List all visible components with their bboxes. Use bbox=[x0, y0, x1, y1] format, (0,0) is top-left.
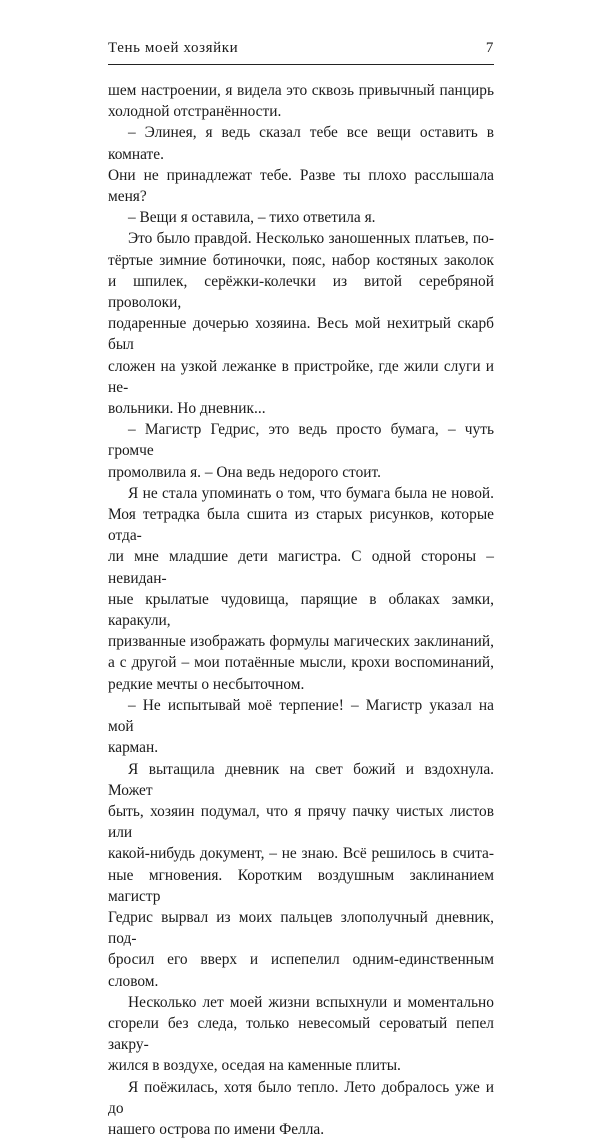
text-line: промолвила я. – Она ведь недорого стоит. bbox=[108, 463, 381, 481]
text-line: Гедрис вырвал из моих пальцев злополучный дневник, под- bbox=[108, 908, 494, 948]
text-line: Моя тетрадка была сшита из старых рисунков, которые отда- bbox=[108, 506, 494, 545]
text-line: – Элинея, я ведь сказал тебе все вещи оставить в комнате. bbox=[108, 124, 494, 163]
text-line: быть, хозяин подумал, что я прячу пачку чистых листов или bbox=[108, 802, 494, 842]
book-title: Тень моей хозяйки bbox=[108, 40, 239, 56]
text-line: Я вытащила дневник на свет божий и вздохнула. Может bbox=[108, 760, 494, 799]
header-rule bbox=[108, 64, 494, 65]
text-line: бросил его вверх и испепелил одним-единственным словом. bbox=[108, 951, 494, 990]
text-line: – Вещи я оставила, – тихо ответила я. bbox=[128, 209, 376, 227]
text-line: Несколько лет моей жизни вспыхнули и моментально bbox=[128, 993, 494, 1011]
text-line: подаренные дочерью хозяина. Весь мой нехитрый скарб был bbox=[108, 315, 494, 354]
text-line: призванные изображать формулы магических заклинаний, bbox=[108, 633, 494, 651]
body-text bbox=[108, 80, 494, 1140]
text-line: сложен на узкой лежанке в пристройке, где жили слуги и не- bbox=[108, 357, 494, 396]
text-line: – Не испытывай моё терпение! – Магистр указал на мой bbox=[108, 696, 494, 736]
text-line: и шпилек, серёжки-колечки из витой серебряной проволоки, bbox=[108, 272, 494, 312]
text-line: жился в воздухе, оседая на каменные плиты. bbox=[108, 1057, 401, 1075]
text-line: ли мне младшие дети магистра. С одной стороны – невидан- bbox=[108, 548, 494, 587]
page-number: 7 bbox=[485, 40, 494, 56]
text-line: сгорели без следа, только невесомый сероватый пепел закру- bbox=[108, 1014, 494, 1054]
text-line: редкие мечты о несбыточном. bbox=[108, 675, 305, 693]
text-line: нашего острова по имени Фелла. bbox=[108, 1120, 325, 1138]
text-line: Я не стала упоминать о том, что бумага была не новой. bbox=[128, 484, 494, 502]
text-line: вольники. Но дневник... bbox=[108, 400, 266, 418]
text-line: холодной отстранённости. bbox=[108, 103, 282, 121]
text-line: какой-нибудь документ, – не знаю. Всё решилось в счита- bbox=[108, 845, 494, 863]
text-line: шем настроении, я видела это сквозь привычный панцирь bbox=[108, 82, 494, 99]
text-line: Это было правдой. Несколько заношенных платьев, по- bbox=[128, 230, 494, 248]
text-line: Они не принадлежат тебе. Разве ты плохо расслышала меня? bbox=[108, 166, 494, 206]
text-line: – Магистр Гедрис, это ведь просто бумага, – чуть громче bbox=[108, 421, 494, 460]
text-line: тёртые зимние ботиночки, пояс, набор костяных заколок bbox=[108, 251, 494, 269]
running-header bbox=[108, 40, 494, 57]
text-line: ные крылатые чудовища, парящие в облаках замки, каракули, bbox=[108, 590, 494, 630]
text-line: карман. bbox=[108, 739, 159, 757]
text-line: ные мгновения. Коротким воздушным заклинанием магистр bbox=[108, 866, 494, 905]
text-line: а с другой – мои потаённые мысли, крохи воспоминаний, bbox=[108, 654, 494, 672]
text-line: Я поёжилась, хотя было тепло. Лето добралось уже и до bbox=[108, 1078, 494, 1117]
